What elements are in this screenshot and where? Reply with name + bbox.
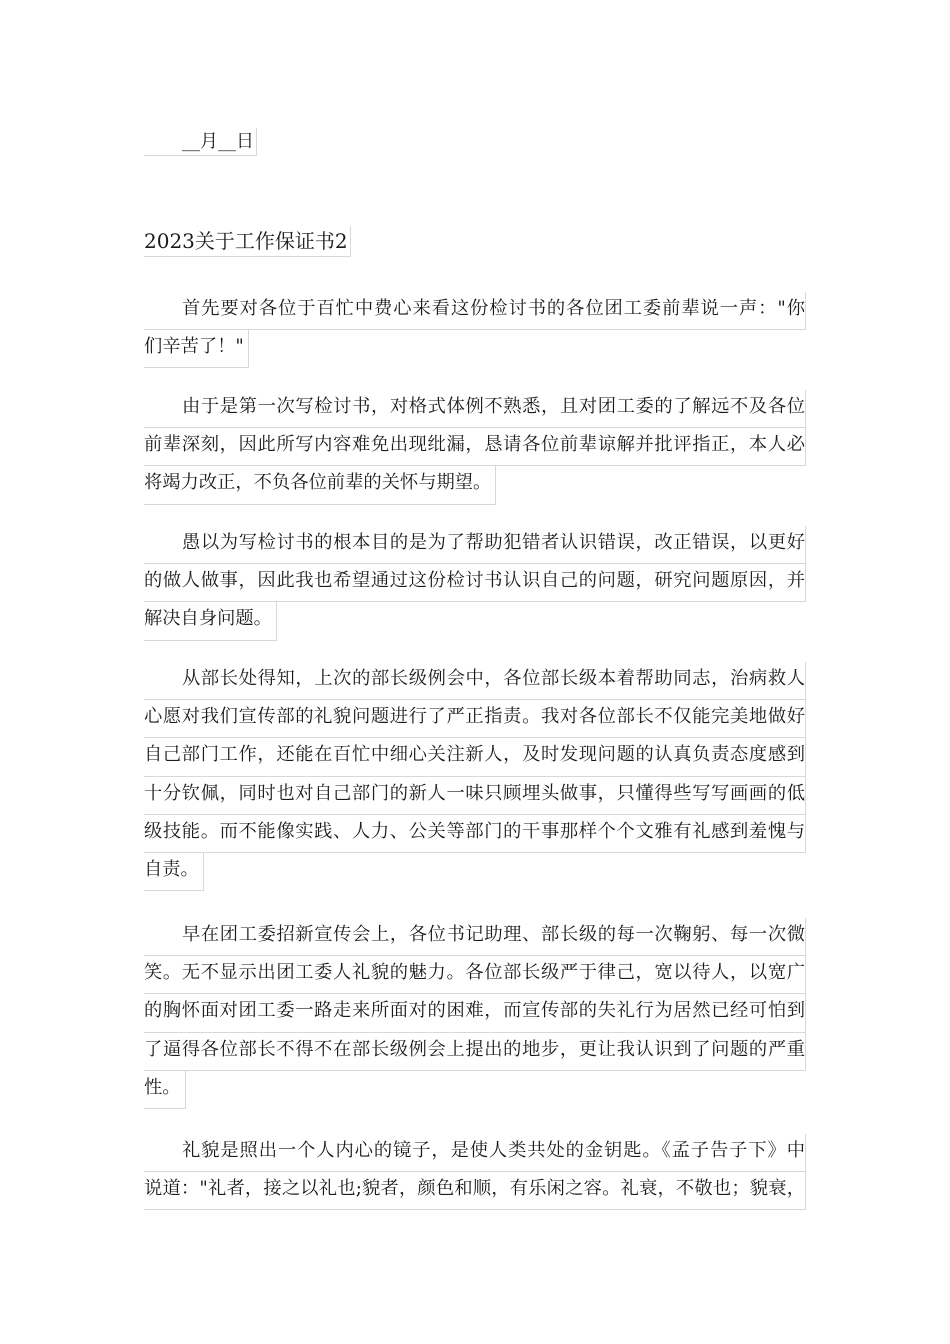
paragraph-line: 前辈深刻，因此所写内容难免出现纰漏，恳请各位前辈谅解并批评指正，本人必 — [144, 428, 806, 466]
paragraph-line: 解决自身问题。 — [144, 602, 277, 640]
paragraph-2 — [144, 390, 806, 505]
paragraph-6 — [144, 1134, 806, 1210]
paragraph-line: 级技能。而不能像实践、人力、公关等部门的干事那样个个文雅有礼感到羞愧与 — [144, 815, 806, 853]
paragraph-line: 性。 — [144, 1071, 186, 1109]
paragraph-1 — [144, 292, 806, 368]
paragraph-line: 心愿对我们宣传部的礼貌问题进行了严正指责。我对各位部长不仅能完美地做好 — [144, 700, 806, 738]
paragraph-line: 的胸怀面对团工委一路走来所面对的困难，而宣传部的失礼行为居然已经可怕到 — [144, 994, 806, 1032]
paragraph-4 — [144, 662, 806, 891]
paragraph-line: 从部长处得知，上次的部长级例会中，各位部长级本着帮助同志，治病救人 — [144, 662, 806, 700]
paragraph-3 — [144, 526, 806, 641]
paragraph-5 — [144, 918, 806, 1109]
paragraph-line: 早在团工委招新宣传会上，各位书记助理、部长级的每一次鞠躬、每一次微 — [144, 918, 806, 956]
document-title: 2023关于工作保证书2 — [144, 226, 351, 257]
paragraph-line: 笑。无不显示出团工委人礼貌的魅力。各位部长级严于律己，宽以待人，以宽广 — [144, 956, 806, 994]
date-line: __月__日 — [144, 128, 257, 156]
paragraph-line: 将竭力改正，不负各位前辈的关怀与期望。 — [144, 466, 496, 504]
paragraph-line: 自责。 — [144, 853, 204, 891]
paragraph-line: 由于是第一次写检讨书，对格式体例不熟悉，且对团工委的了解远不及各位 — [144, 390, 806, 428]
paragraph-line: 自己部门工作，还能在百忙中细心关注新人，及时发现问题的认真负责态度感到 — [144, 738, 806, 776]
paragraph-line: 愚以为写检讨书的根本目的是为了帮助犯错者认识错误，改正错误，以更好 — [144, 526, 806, 564]
paragraph-line: 说道："礼者，接之以礼也;貌者，颜色和顺，有乐闲之容。礼衰，不敬也；貌衰， — [144, 1172, 806, 1210]
paragraph-line: 了逼得各位部长不得不在部长级例会上提出的地步，更让我认识到了问题的严重 — [144, 1033, 806, 1071]
paragraph-line: 们辛苦了！" — [144, 330, 249, 368]
paragraph-line: 礼貌是照出一个人内心的镜子，是使人类共处的金钥匙。《孟子告子下》中 — [144, 1134, 806, 1172]
paragraph-line: 首先要对各位于百忙中费心来看这份检讨书的各位团工委前辈说一声："你 — [144, 292, 806, 330]
paragraph-line: 十分钦佩，同时也对自己部门的新人一味只顾埋头做事，只懂得些写写画画的低 — [144, 777, 806, 815]
paragraph-line: 的做人做事，因此我也希望通过这份检讨书认识自己的问题，研究问题原因，并 — [144, 564, 806, 602]
